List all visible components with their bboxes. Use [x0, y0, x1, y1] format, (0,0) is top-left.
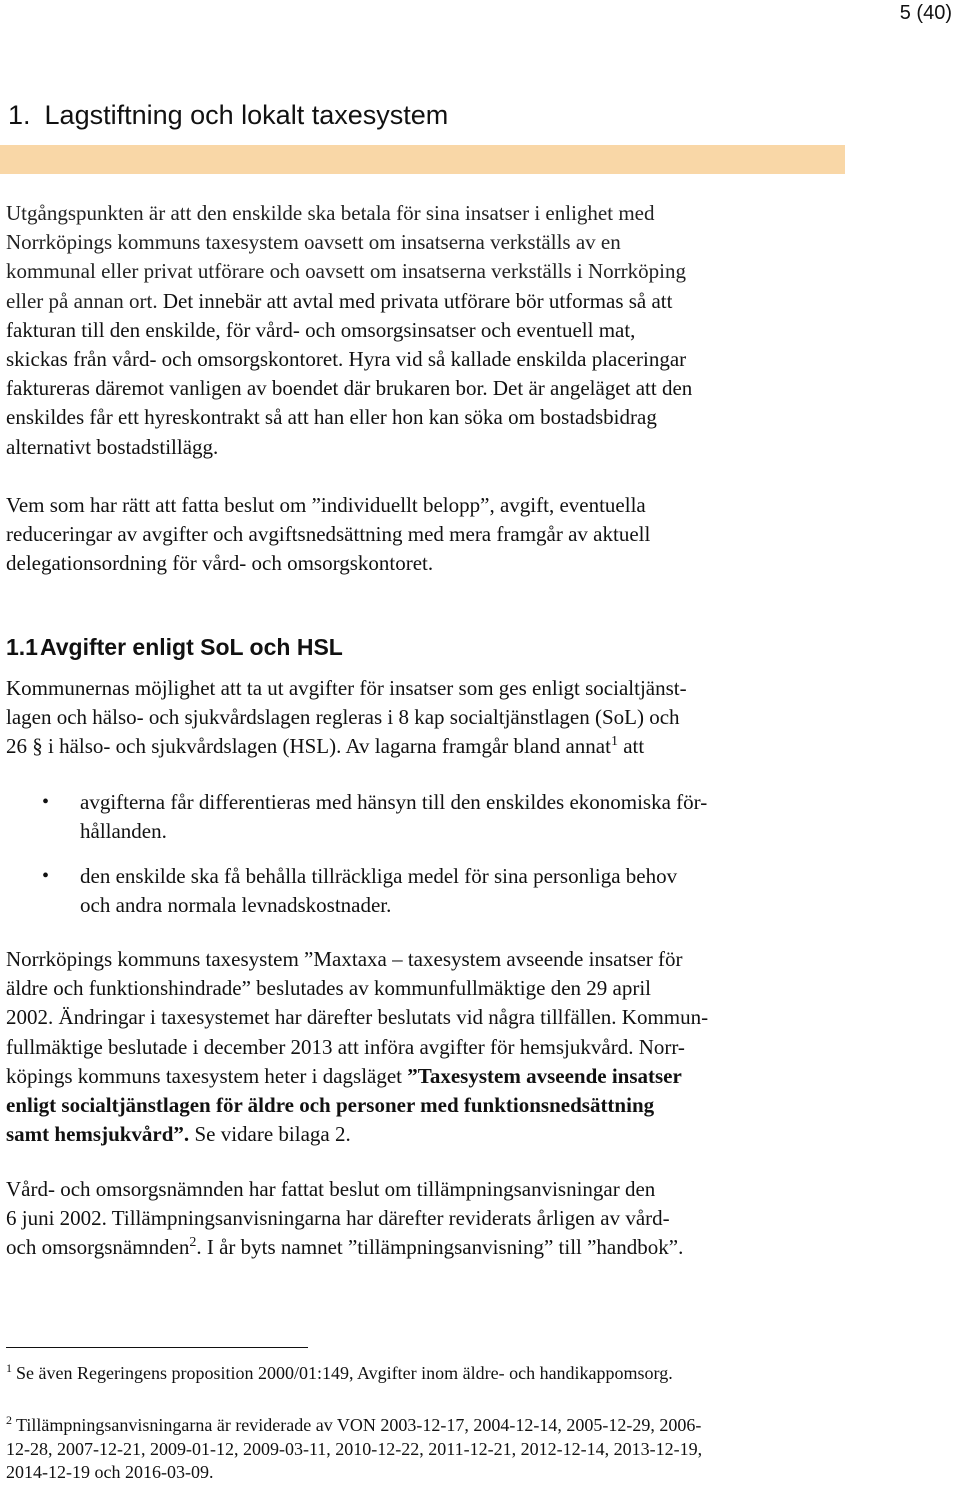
footnote-ref-1[interactable]: 1 [610, 734, 618, 750]
heading-1-text: Lagstiftning och lokalt taxesystem [44, 100, 449, 130]
page-number: 5 (40) [899, 2, 952, 24]
footnote-2-number: 2 [6, 1413, 12, 1427]
heading-1 [8, 97, 448, 133]
paragraph-delegation: Vem som har rätt att fatta beslut om ”individuellt belopp”, avgift, eventuella reduceringar av avgifter och avgiftsnedsättning med mera framgår av aktuell delegationsordning för vård- och omsorgskontoret. [6, 493, 651, 576]
paragraph-fees-law [6, 674, 846, 762]
heading-1-1-number: 1.1 [6, 634, 38, 660]
bullet-symbol-1: • [42, 791, 50, 813]
footnote-ref-2[interactable]: 2 [189, 1235, 197, 1251]
footnote-1-number: 1 [6, 1361, 12, 1375]
bullet-symbol-2: • [42, 865, 50, 887]
paragraph-taxesystem [6, 945, 846, 1149]
paragraph-intro-part-b: Det innebär att avtal med privata utförare bör utformas så att fakturan till den enskilde, för vård- och omsorgsinsatser och eventuell mat, skickas från vård- och omsorgskontoret. Hyra vid så kallade enskilda placeringar faktureras däremot vanligen av boendet där brukaren bor. Det är angeläget att den enskildes får ett hyreskontrakt så att han eller hon kan söka om bostadsbidrag alternativt bostadstillägg. [6, 288, 693, 459]
footnote-2 [6, 1414, 856, 1485]
paragraph-guidelines [6, 1175, 846, 1263]
footnote-divider [6, 1347, 308, 1348]
paragraph-taxesystem-bold: ”Taxesystem avseende insatser enligt socialtjänstlagen för äldre och personer med funktionsnedsättning samt hemsjukvård”. [6, 1063, 682, 1147]
paragraph-intro [6, 199, 846, 462]
paragraph-guidelines-tail: . I år byts namnet ”tillämpningsanvisning” till ”handbok”. [196, 1235, 684, 1260]
footnote-1 [6, 1362, 856, 1386]
bullet-text-1: avgifterna får differentieras med hänsyn till den enskildes ekonomiska för- hållanden. [80, 790, 708, 844]
heading-1-1 [6, 630, 343, 664]
paragraph-taxesystem-tail: Se vidare bilaga 2. [189, 1122, 351, 1147]
heading-highlight-bar [0, 145, 845, 174]
paragraph-taxesystem-text: Norrköpings kommuns taxesystem ”Maxtaxa – taxesystem avseende insatser för äldre och funktionshindrade” beslutades av kommunfullmäktige den 29 april 2002. Ändringar i taxesystemet har därefter beslutats vid några tillfällen. Kommun- fullmäktige beslutade i december 2013 att införa avgifter för hemsjukvård. Norr- köpings kommuns taxesystem heter i dagsläget [6, 947, 709, 1088]
footnote-2-text: Tillämpningsanvisningarna är reviderade av VON 2003-12-17, 2004-12-14, 2005-12-29, 2006- 12-28, 2007-12-21, 2009-01-12, 2009-03-11, 2010-12-22, 2011-12-21, 2012-12-14, 2013-12-19, 2014-12-19 och 2016-03-09. [6, 1415, 703, 1482]
paragraph-intro-part-a: Utgångspunkten är att den enskilde ska betala för sina insatser i enlighet med Norrköpings kommuns taxesystem oavsett om insatserna verkställs av en kommunal eller privat utförare och oavsett om insatserna verkställs i Norrköping eller på annan ort. [6, 201, 686, 313]
paragraph-guidelines-text: Vård- och omsorgsnämnden har fattat beslut om tillämpningsanvisningar den 6 juni 2002. Tillämpningsanvisningarna har därefter reviderats årligen av vård- och omsorgsnämnden [6, 1177, 670, 1260]
heading-1-number: 1. [8, 100, 31, 130]
paragraph-fees-law-tail: att [617, 734, 645, 759]
footnote-1-text: Se även Regeringens proposition 2000/01:149, Avgifter inom äldre- och handikappomsorg. [16, 1363, 673, 1383]
bullet-text-2: den enskilde ska få behålla tillräckliga medel för sina personliga behov och andra normala levnadskostnader. [80, 864, 678, 918]
paragraph-fees-law-text: Kommunernas möjlighet att ta ut avgifter för insatser som ges enligt socialtjänst- lagen och hälso- och sjukvårdslagen regleras i 8 kap socialtjänstlagen (SoL) och 26 § i hälso- och sjukvårdslagen (HSL). Av lagarna framgår bland annat [6, 676, 687, 759]
heading-1-1-text: Avgifter enligt SoL och HSL [39, 634, 343, 660]
